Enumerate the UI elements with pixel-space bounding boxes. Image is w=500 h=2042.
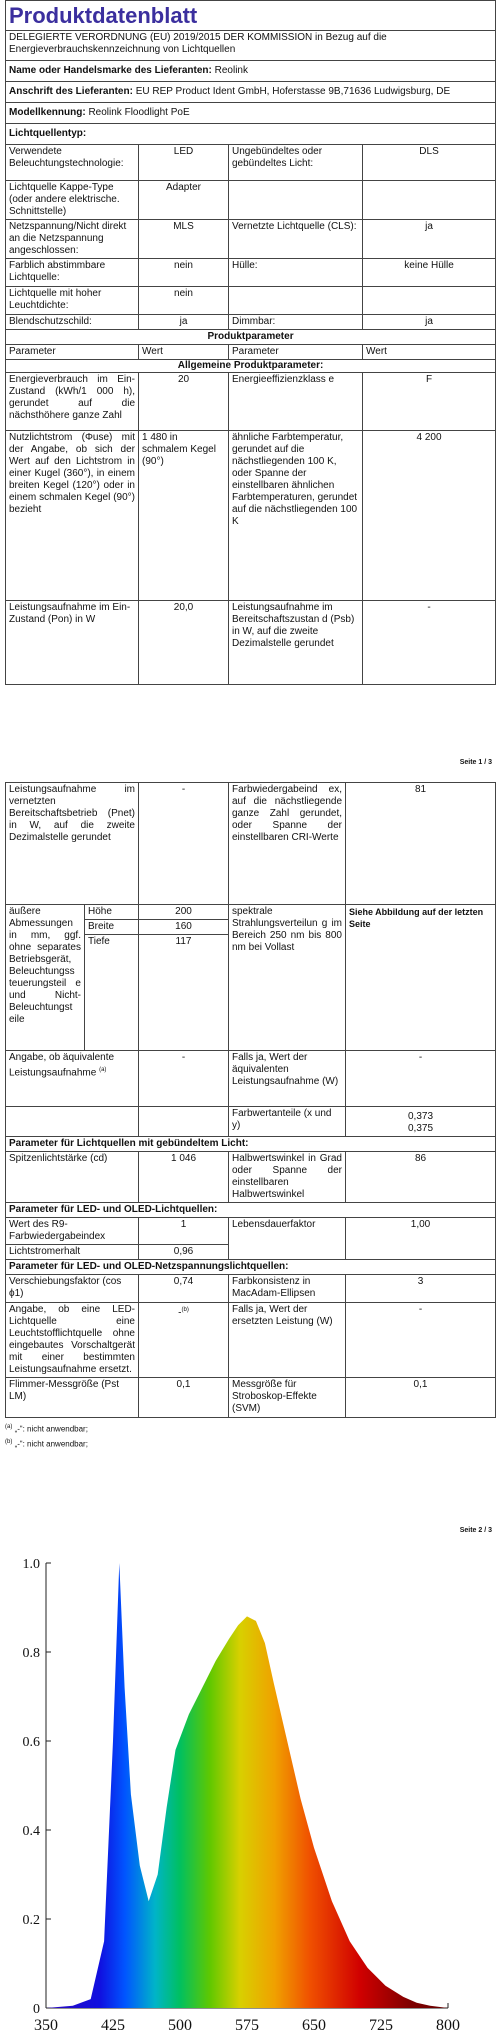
footnote: $^{(b)}$ „-“: nicht anwendbar; bbox=[5, 1438, 88, 1449]
x-tick-label: 800 bbox=[436, 2017, 460, 2034]
lightsource-type-heading: Lichtquellentyp: bbox=[6, 124, 496, 145]
supplier-address: EU REP Product Ident GmbH, Hoferstasse 9B,71636 Ludwigsburg, DE bbox=[135, 86, 451, 97]
table-row: Leistungsaufnahme im vernetzten Bereitschaftsbetrieb (Pnet) in W, auf die zweite Dezimalstelle gerundet - Farbwiedergabeind ex, auf die nächstliegende ganze Zahl gerundet, oder Spanne der einstellbaren CRI-Werte 81 bbox=[6, 783, 496, 905]
y-tick-label: 0.4 bbox=[22, 1824, 40, 1839]
y-tick-label: 0.6 bbox=[22, 1735, 40, 1750]
table-row: Verwendete Beleuchtungstechnologie: LED Ungebündeltes oder gebündeltes Licht: DLS bbox=[6, 145, 496, 181]
regulation-text: DELEGIERTE VERORDNUNG (EU) 2019/2015 DER KOMMISSION in Bezug auf die Energieverbrauchskennzeichnung von Lichtquellen bbox=[6, 31, 496, 61]
x-tick-label: 500 bbox=[168, 2017, 192, 2034]
mains-heading: Parameter für LED- und OLED-Netzspannungslichtquellen: bbox=[6, 1260, 496, 1275]
datasheet-table-page2: Leistungsaufnahme im vernetzten Bereitschaftsbetrieb (Pnet) in W, auf die zweite Dezimalstelle gerundet - Farbwiedergabeind ex, auf die nächstliegende ganze Zahl gerundet, oder Spanne der einstellbaren CRI-Werte 81 äußere Abmessungen in mm, ggf. ohne separates Betriebsgerät, Beleuchtungss teuerungsteil e und Nicht-Beleuchtungst eile Höhe 200 spektrale Strahlungsverteilun g im Bereich 250 nm bis 800 nm bei Vollast Siehe Abbildung auf der letzten Seite Breite 160 Tiefe 117 Angabe, ob äquivalente Leistungsaufnahme $^{(a)}$ - Falls ja, Wert der äquivalenten Leistungsaufnahme (W) - Farbwertanteile (x und y) 0,373 0,375 Parameter für Lichtquellen mit gebündeltem Licht: Spitzenlichtstärke (cd) 1 046 Halbwertswinkel in Grad oder Spanne der einstellbaren Halbwertswinkel 86 Parameter für LED- und OLED-Lichtquellen: Wert des R9-Farbwiedergabeindex 1 Lebensdauerfaktor 1,00 Lichtstromerhalt 0,96 Parameter für LED- und OLED-Netzspannungslichtquellen: Verschiebungsfaktor (cos ϕ1) 0,74 Farbkonsistenz in MacAdam-Ellipsen 3 Angabe, ob eine LED-Lichtquelle eine Leuchtstofflichtquelle ohne eingebautes Vorschaltgerät mit einer bestimmten Leistungsaufnahme ersetzt. -$^{(b)}$ Falls ja, Wert der ersetzten Leistung (W) - Flimmer-Messgröße (Pst LM) 0,1 Messgröße für Stroboskop-Effekte (SVM) 0,1 bbox=[5, 782, 496, 1418]
page-2 bbox=[5, 782, 495, 1450]
product-params-heading: Produktparameter bbox=[6, 330, 496, 345]
table-row: Farbwertanteile (x und y) 0,373 0,375 bbox=[6, 1107, 496, 1137]
table-row: Angabe, ob äquivalente Leistungsaufnahme $^{(a)}$ - Falls ja, Wert der äquivalenten Leistungsaufnahme (W) - bbox=[6, 1051, 496, 1107]
page-1 bbox=[5, 0, 495, 685]
spectrum-area bbox=[46, 1563, 448, 2008]
dimensions-row: äußere Abmessungen in mm, ggf. ohne separates Betriebsgerät, Beleuchtungss teuerungsteil e und Nicht-Beleuchtungst eile Höhe 200 spektrale Strahlungsverteilun g im Bereich 250 nm bis 800 nm bei Vollast Siehe Abbildung auf der letzten Seite bbox=[6, 905, 496, 920]
y-tick-label: 0 bbox=[33, 2002, 40, 2017]
supplier-name-row: Name oder Handelsmarke des Lieferanten: Reolink bbox=[6, 61, 496, 82]
table-row: Wert des R9-Farbwiedergabeindex 1 Lebensdauerfaktor 1,00 bbox=[6, 1218, 496, 1245]
table-row: Lichtquelle mit hoher Leuchtdichte: nein bbox=[6, 287, 496, 315]
x-tick-label: 425 bbox=[101, 2017, 125, 2034]
table-row: Nutzlichtstrom (Φuse) mit der Angabe, ob sich der Wert auf den Lichtstrom in einer Kugel (360°), in einem breiten Kegel (120°) oder in einem schmalen Kegel (90°) bezieht 1 480 in schmalem Kegel (90°) ähnliche Farbtemperatur, gerundet auf die nächstliegenden 100 K, oder Spanne der einstellbaren ähnlichen Farbtemperaturen, gerundet auf die nächstliegenden 100 K 4 200 bbox=[6, 431, 496, 601]
table-row: Farblich abstimmbare Lichtquelle: nein Hülle: keine Hülle bbox=[6, 259, 496, 287]
x-tick-label: 575 bbox=[235, 2017, 259, 2034]
x-tick-label: 725 bbox=[369, 2017, 393, 2034]
model-row: Modellkennung: Reolink Floodlight PoE bbox=[6, 103, 496, 124]
general-params-heading: Allgemeine Produktparameter: bbox=[6, 360, 496, 373]
spectral-distribution-chart bbox=[0, 1555, 500, 2042]
table-row: Flimmer-Messgröße (Pst LM) 0,1 Messgröße für Stroboskop-Effekte (SVM) 0,1 bbox=[6, 1378, 496, 1418]
y-tick-label: 0.8 bbox=[22, 1646, 40, 1661]
x-tick-label: 350 bbox=[34, 2017, 58, 2034]
footnote: $^{(a)}$ „-“: nicht anwendbar; bbox=[5, 1424, 88, 1434]
table-row: Spitzenlichtstärke (cd) 1 046 Halbwertswinkel in Grad oder Spanne der einstellbaren Halbwertswinkel 86 bbox=[6, 1152, 496, 1203]
supplier-name: Reolink bbox=[214, 65, 248, 76]
directional-heading: Parameter für Lichtquellen mit gebündeltem Licht: bbox=[6, 1137, 496, 1152]
column-header-row: Parameter Wert Parameter Wert bbox=[6, 345, 496, 360]
table-row: Verschiebungsfaktor (cos ϕ1) 0,74 Farbkonsistenz in MacAdam-Ellipsen 3 bbox=[6, 1275, 496, 1303]
x-tick-label: 650 bbox=[302, 2017, 326, 2034]
supplier-address-row: Anschrift des Lieferanten: EU REP Product Ident GmbH, Hoferstasse 9B,71636 Ludwigsburg, DE bbox=[6, 82, 496, 103]
table-row: Lichtquelle Kappe-Type (oder andere elektrische. Schnittstelle) Adapter bbox=[6, 181, 496, 220]
footnotes bbox=[5, 1421, 495, 1450]
table-row: Netzspannung/Nicht direkt an die Netzspannung angeschlossen: MLS Vernetzte Lichtquelle (CLS): ja bbox=[6, 220, 496, 259]
page-number: Seite 2 / 3 bbox=[459, 1527, 492, 1534]
table-row: Lichtstromerhalt 0,96 bbox=[6, 1245, 496, 1260]
y-tick-label: 0.2 bbox=[22, 1913, 40, 1928]
page-number: Seite 1 / 3 bbox=[459, 759, 492, 766]
y-tick-label: 1.0 bbox=[22, 1557, 40, 1572]
page-title: Produktdatenblatt bbox=[6, 1, 496, 31]
datasheet-table-page1 bbox=[5, 0, 496, 685]
led-heading: Parameter für LED- und OLED-Lichtquellen: bbox=[6, 1203, 496, 1218]
model-id: Reolink Floodlight PoE bbox=[88, 107, 190, 118]
table-row: Angabe, ob eine LED-Lichtquelle eine Leuchtstofflichtquelle ohne eingebautes Vorschaltgerät mit einer bestimmten Leistungsaufnahme ersetzt. -$^{(b)}$ Falls ja, Wert der ersetzten Leistung (W) - bbox=[6, 1303, 496, 1378]
table-row: Blendschutzschild: ja Dimmbar: ja bbox=[6, 315, 496, 330]
table-row: Leistungsaufnahme im Ein-Zustand (Pon) in W 20,0 Leistungsaufnahme im Bereitschaftszustan d (Psb) in W, auf die zweite Dezimalstelle gerundet - bbox=[6, 601, 496, 685]
table-row: Energieverbrauch im Ein-Zustand (kWh/1 000 h), gerundet auf die nächsthöhere ganze Zahl 20 Energieeffizienzklass e F bbox=[6, 373, 496, 431]
